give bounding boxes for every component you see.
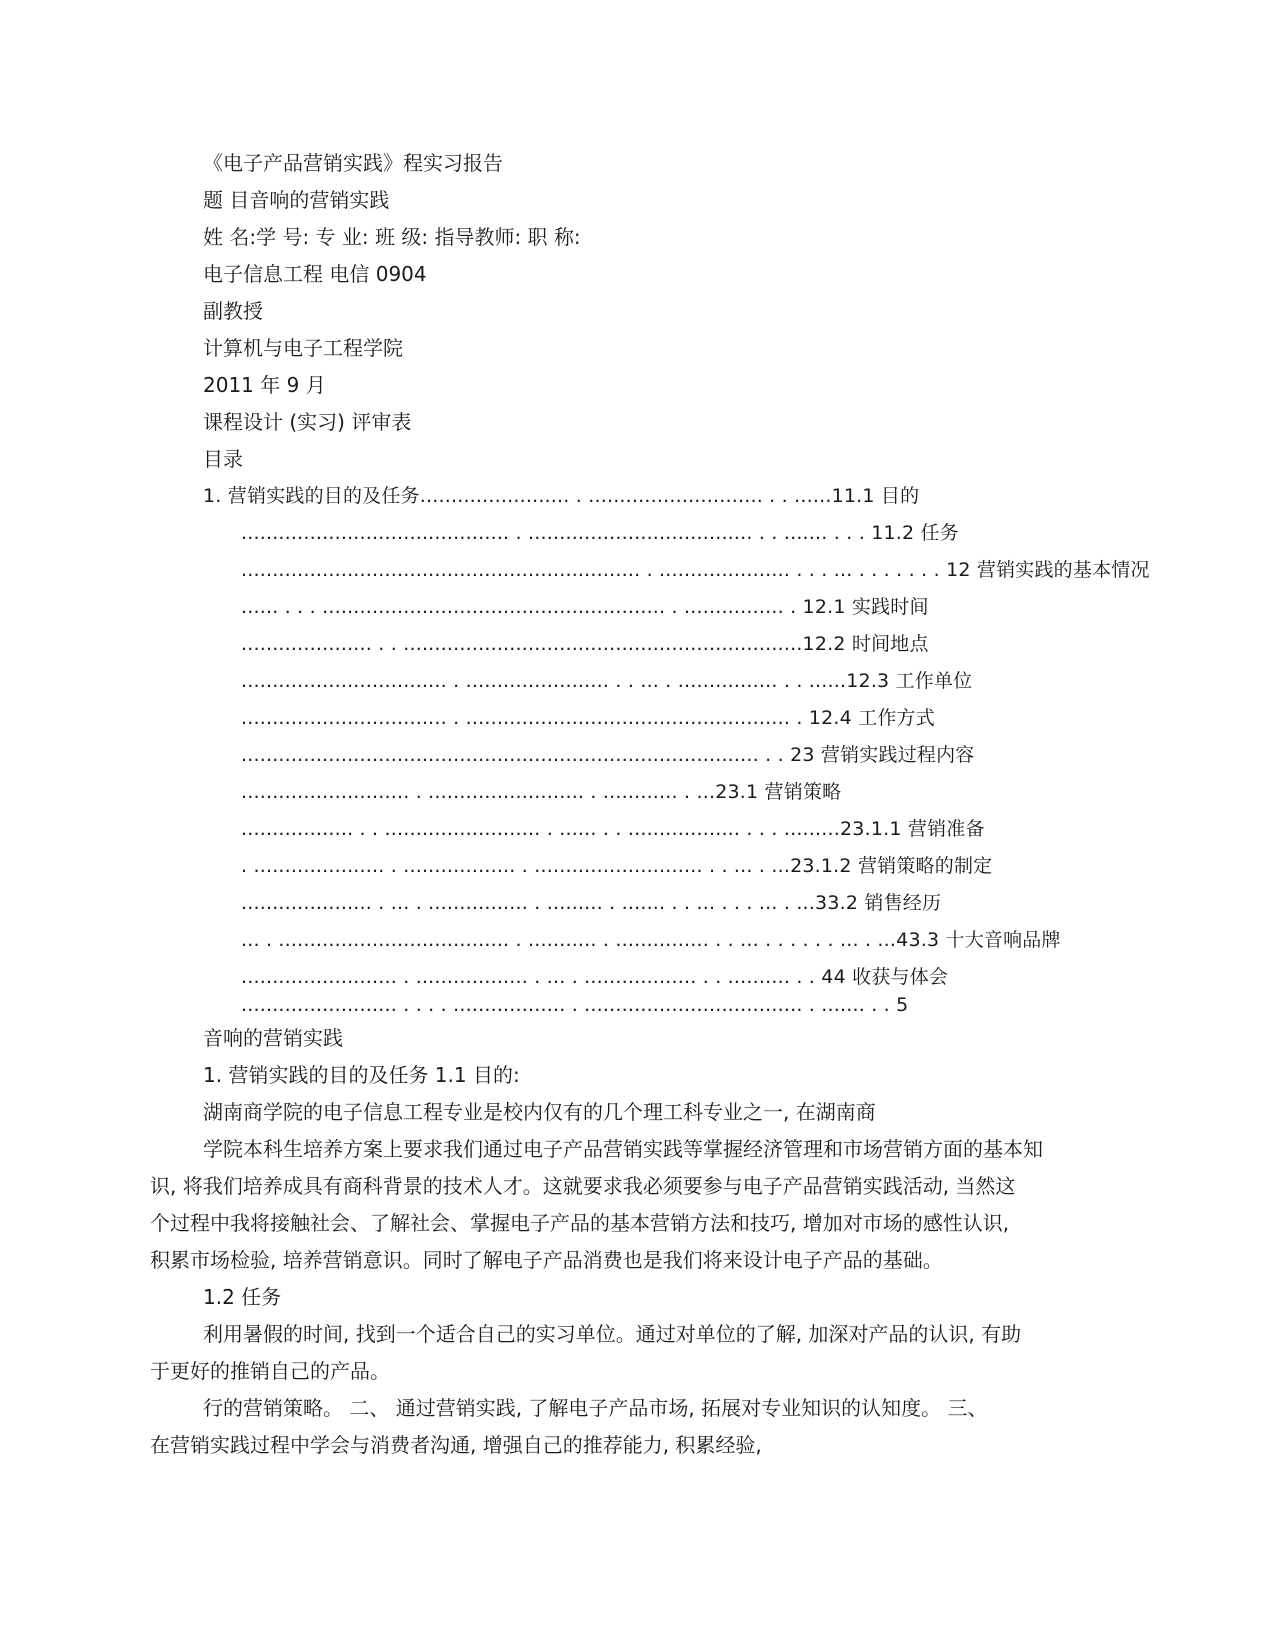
toc-line: ......................... . .................. . ... . .................. . . .......... . . 44 收获与体会: [241, 966, 949, 988]
paragraph-line: 个过程中我将接触社会、了解社会、掌握电子产品的基本营销方法和技巧, 增加对市场的感性认识,: [150, 1211, 1010, 1235]
paragraph-line: 利用暑假的时间, 找到一个适合自己的实习单位。通过对单位的了解, 加深对产品的认识, 有助: [203, 1322, 1022, 1346]
toc-line: .................. . . ......................... . ...... . . .................. . . . .........23.1.1 营销准备: [241, 818, 985, 840]
major-class: 电子信息工程 电信 0904: [203, 262, 427, 286]
review-table-title: 课程设计 (实习) 评审表: [203, 410, 412, 434]
toc-line: 1. 营销实践的目的及任务........................ . ............................ . . ......11.1 目的: [203, 485, 920, 507]
report-topic: 题 目音响的营销实践: [203, 188, 390, 212]
rank: 副教授: [203, 299, 263, 323]
toc-heading: 目录: [203, 447, 243, 471]
paragraph-line: 于更好的推销自己的产品。: [150, 1359, 390, 1383]
toc-line: ........................................... . .................................... . . ....... . . . 11.2 任务: [241, 522, 959, 544]
report-title: 《电子产品营销实践》程实习报告: [203, 151, 503, 175]
toc-line: ................................................................ . ..................... . . . ... . . . . . . . 12 营销实践的基本情况: [241, 559, 1150, 581]
paragraph-line: 识, 将我们培养成具有商科背景的技术人才。这就要求我必须要参与电子产品营销实践活动, 当然这: [150, 1174, 1016, 1198]
section-1-heading: 1. 营销实践的目的及任务 1.1 目的:: [203, 1063, 520, 1087]
paragraph-line: 积累市场检验, 培养营销意识。同时了解电子产品消费也是我们将来设计电子产品的基础。: [150, 1248, 943, 1272]
report-date: 2011 年 9 月: [203, 373, 326, 397]
toc-line: ................................................................................... . . 23 营销实践过程内容: [241, 744, 975, 766]
toc-line: ................................. . ....................... . . ... . ................ . . ......12.3 工作单位: [241, 670, 973, 692]
paragraph-line: 学院本科生培养方案上要求我们通过电子产品营销实践等掌握经济管理和市场营销方面的基本知: [203, 1137, 1043, 1161]
paragraph-line: 湖南商学院的电子信息工程专业是校内仅有的几个理工科专业之一, 在湖南商: [203, 1100, 876, 1124]
toc-line: ..................... . . ................................................................12.2 时间地点: [241, 633, 929, 655]
body-title: 音响的营销实践: [203, 1026, 343, 1050]
toc-line: ... . ..................................... . ........... . ............... . . ... . . . . . . ... . ...43.3 十大音响品牌: [241, 929, 1061, 951]
info-fields: 姓 名:学 号: 专 业: 班 级: 指导教师: 职 称:: [203, 225, 581, 249]
toc-line: ...... . . . ....................................................... . ................ . 12.1 实践时间: [241, 596, 929, 618]
paragraph-line: 在营销实践过程中学会与消费者沟通, 增强自己的推荐能力, 积累经验,: [150, 1433, 762, 1457]
toc-line: ......................... . . . . .................. . ................................... . ....... . . 5: [241, 994, 909, 1016]
college: 计算机与电子工程学院: [203, 336, 403, 360]
toc-line: ........................... . ......................... . ............ . ...23.1 营销策略: [241, 781, 842, 803]
paragraph-line: 行的营销策略。 二、 通过营销实践, 了解电子产品市场, 拓展对专业知识的认知度。 三、: [203, 1396, 988, 1420]
section-1-2-heading: 1.2 任务: [203, 1285, 282, 1309]
toc-line: ................................. . .................................................... . 12.4 工作方式: [241, 707, 935, 729]
toc-line: ..................... . ... . ................ . ......... . ....... . . ... . . . ... . ...33.2 销售经历: [241, 892, 942, 914]
toc-line: . ..................... . .................. . ........................... . . ... . ...23.1.2 营销策略的制定: [241, 855, 993, 877]
